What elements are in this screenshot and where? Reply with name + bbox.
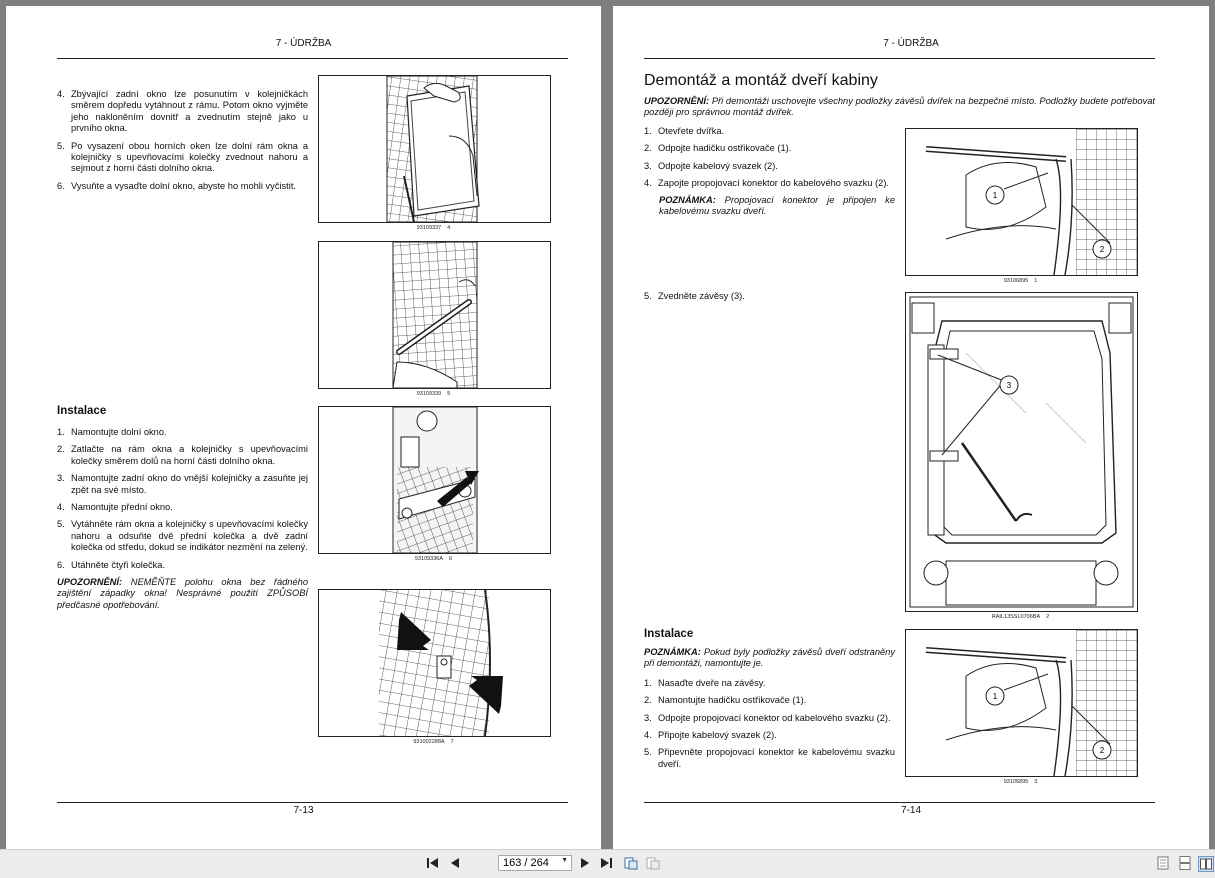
single-page-icon[interactable]	[1156, 856, 1170, 870]
figure-caption: 931002288A 7	[413, 739, 454, 745]
document-page-left	[6, 6, 601, 849]
page-number-input[interactable]: 163 / 264 ▼	[498, 855, 572, 871]
list-item: 2. Zatlačte na rám okna a kolejničky s upevňovacími kolečky směrem dolů na horní části dolního okna.	[57, 444, 308, 466]
callout-label: 1	[992, 191, 998, 200]
figure-caption: 93109339 5	[416, 391, 451, 397]
list-item: 4. Zbývající zadní okno lze posunutím v kolejničkách směrem dopředu vytáhnout z rámu. Potom okno vyjměte jeho nakloněním dovnitř a zvednutím stejně jako u prvního okna.	[57, 89, 308, 134]
list-item: 3. Odpojte propojovací konektor od kabelového svazku (2).	[644, 712, 891, 723]
figure-cab-door	[905, 292, 1138, 612]
list-item: 5. Připevněte propojovací konektor ke kabelovému svazku dveří.	[644, 747, 895, 769]
footer-rule	[57, 802, 568, 803]
window-roller-illustration	[319, 407, 550, 553]
door-hinge-illustration	[906, 630, 1137, 776]
figure-door-hinge	[905, 128, 1138, 276]
installation-block	[644, 628, 895, 776]
removal-steps-block	[644, 126, 895, 217]
list-item: 5. Zvedněte závěsy (3).	[644, 291, 745, 301]
warning-note: UPOZORNĚNÍ: NEMĚŇTE polohu okna bez řádného zajištění západky okna! Nesprávné použití ZPŮSOBÍ předčasné opotřebování.	[57, 577, 308, 610]
continuous-icon[interactable]	[1178, 856, 1192, 870]
go-back-icon[interactable]	[624, 856, 638, 870]
install-steps-list	[57, 427, 308, 571]
window-grid-illustration	[319, 242, 550, 388]
step5-block	[644, 291, 895, 308]
section-heading: Instalace	[644, 628, 694, 640]
facing-pages-icon[interactable]	[1198, 856, 1214, 872]
figure-window-removal	[318, 75, 551, 223]
door-hinge-illustration	[906, 129, 1137, 275]
page-header: 7 - ÚDRŽBA	[275, 38, 332, 49]
list-item: 5. Po vysazení obou horních oken lze dolní rám okna a kolejničky s upevňovacími kolečky zvednout nahoru a sejmout z horní části dolního okna.	[57, 140, 308, 174]
install-steps-list	[644, 678, 895, 770]
removal-steps-list	[644, 126, 895, 190]
go-forward-icon[interactable]	[646, 856, 660, 870]
callout-label: 2	[1099, 245, 1105, 254]
list-item: 2. Namontujte hadičku ostřikovače (1).	[644, 695, 807, 706]
list-item: 2. Odpojte hadičku ostřikovače (1).	[644, 143, 792, 154]
viewer-toolbar	[0, 849, 1215, 878]
list-item: 5. Vytáhněte rám okna a kolejničky s upevňovacími kolečky nahoru a odsuňte dvě přední kolečka a dvě zadní kolečka od středu, dokud se indikátor nezmění na zelený.	[57, 519, 308, 553]
removal-steps-block	[57, 89, 308, 198]
next-page-icon[interactable]	[578, 856, 592, 870]
cab-door-illustration	[906, 293, 1137, 611]
list-item: 3. Odpojte kabelový svazek (2).	[644, 160, 778, 171]
warning-note: UPOZORNĚNÍ: Při demontáži uschovejte všechny podložky závěsů dvířek na bezpečné místo. Podložky budete potřebovat později pro správnou montáž dvířek.	[644, 96, 1155, 118]
installation-block	[57, 405, 308, 611]
figure-caption: 93106895 3	[1003, 779, 1038, 785]
list-item: 1. Otevřete dvířka.	[644, 126, 725, 136]
list-item: 4. Namontujte přední okno.	[57, 502, 173, 513]
prev-page-icon[interactable]	[448, 856, 462, 870]
document-page-right	[613, 6, 1209, 849]
section-intro	[644, 72, 1155, 119]
figure-door-hinge-install	[905, 629, 1138, 777]
chevron-down-icon[interactable]: ▼	[561, 857, 568, 864]
note: POZNÁMKA: Pokud byly podložky závěsů dveří odstraněny při demontáži, namontujte je.	[644, 647, 895, 669]
callout-label: 1	[992, 692, 998, 701]
figure-caption: 93109336A 6	[414, 556, 453, 562]
page-title: Demontáž a montáž dveří kabiny	[644, 72, 878, 89]
list-item: 4. Zapojte propojovací konektor do kabelového svazku (2).	[644, 178, 890, 189]
window-grid-illustration	[319, 76, 550, 222]
list-item: 6. Utáhněte čtyři kolečka.	[57, 559, 166, 570]
header-rule	[644, 58, 1155, 59]
figure-lower-window	[318, 241, 551, 389]
removal-steps-list-cont	[644, 291, 895, 302]
section-heading: Instalace	[57, 405, 107, 417]
header-rule	[57, 58, 568, 59]
list-item: 1. Namontujte dolní okno.	[57, 427, 167, 437]
first-page-icon[interactable]	[426, 856, 440, 870]
list-item: 4. Připojte kabelový svazek (2).	[644, 730, 777, 741]
list-item: 6. Vysuňte a vysaďte dolní okno, abyste ho mohli vyčistit.	[57, 180, 296, 191]
removal-steps-list	[57, 89, 308, 192]
figure-caption: 93109337 4	[416, 225, 451, 231]
figure-window-rollers	[318, 406, 551, 554]
callout-label: 3	[1006, 381, 1012, 390]
last-page-icon[interactable]	[599, 856, 613, 870]
page-number: 7-14	[900, 805, 921, 816]
page-number: 7-13	[293, 805, 314, 816]
window-latch-illustration	[319, 590, 550, 736]
figure-caption: 93106895 1	[1003, 278, 1038, 284]
list-item: 3. Namontujte zadní okno do vnější kolejničky a zasuňte jej zpět na své místo.	[57, 473, 308, 495]
list-item: 1. Nasaďte dveře na závěsy.	[644, 677, 766, 688]
footer-rule	[644, 802, 1155, 803]
figure-caption: RAIL13SSL0706BA 2	[991, 614, 1050, 620]
figure-window-latch	[318, 589, 551, 737]
callout-label: 2	[1099, 746, 1105, 755]
note: POZNÁMKA: Propojovací konektor je připojen ke kabelovému svazku dveří.	[659, 194, 895, 217]
page-header: 7 - ÚDRŽBA	[883, 38, 939, 49]
